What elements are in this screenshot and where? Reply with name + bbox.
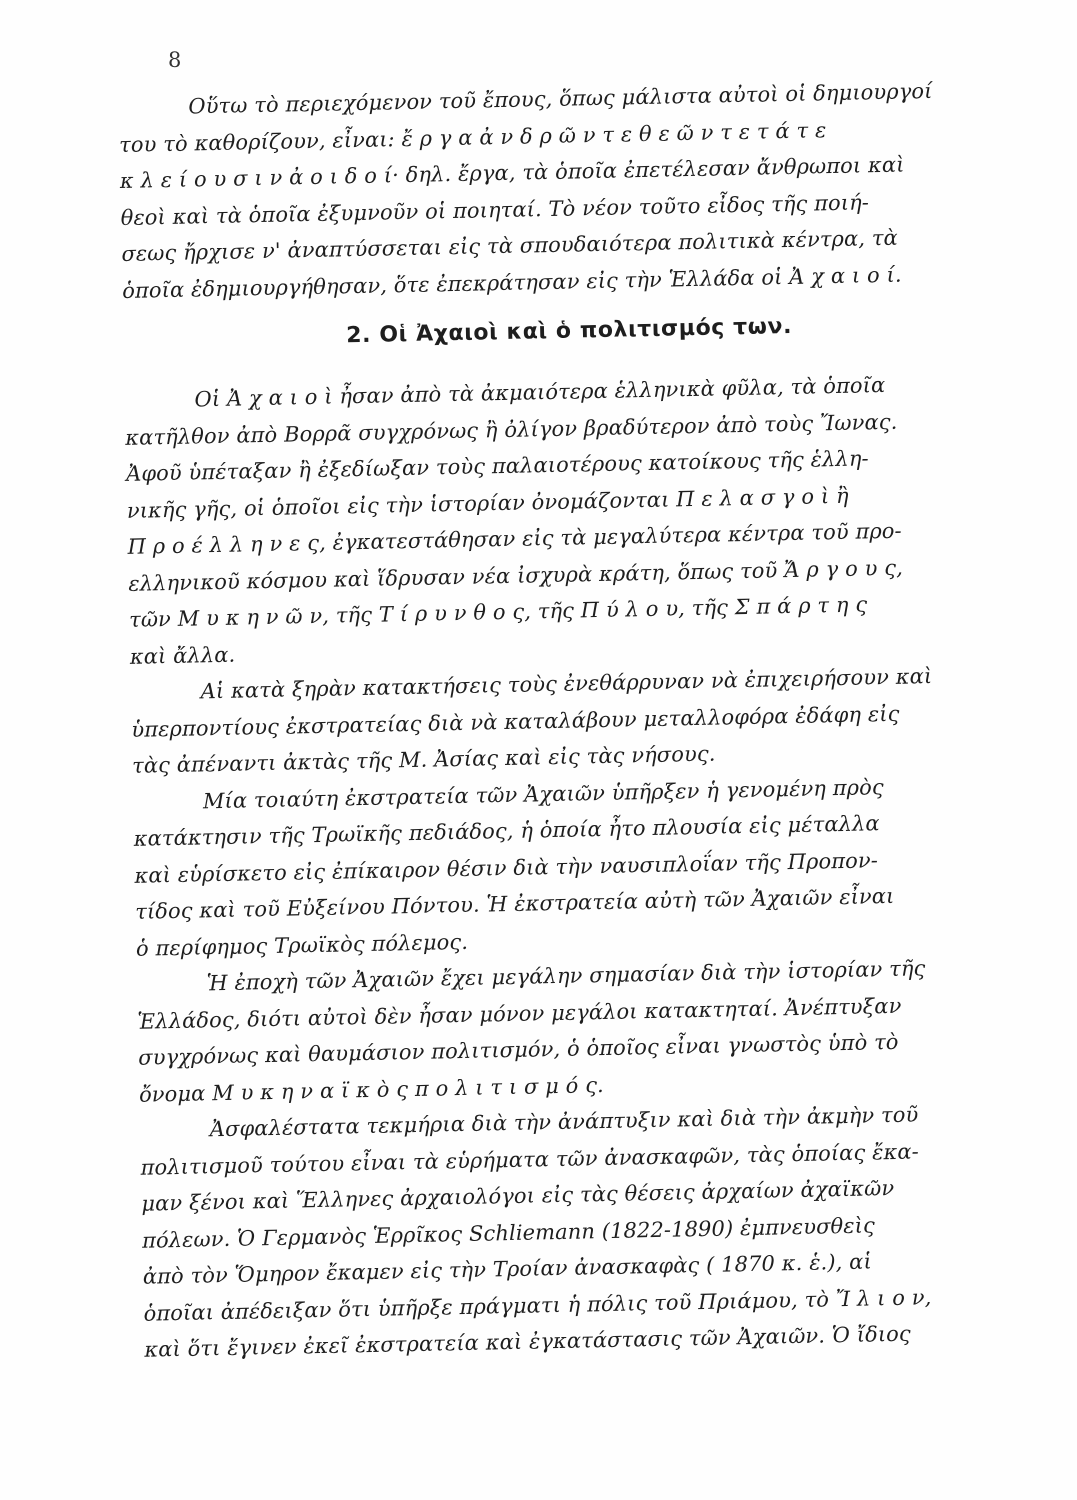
text-line: Μία τοιαύτη ἐκστρατεία τῶν Ἀχαιῶν ὑπῆρξεν ἡ γενομένη πρὸς	[202, 774, 884, 813]
text-line: καὶ εὑρίσκετο εἰς ἐπίκαιρον θέσιν διὰ τὴν ναυσιπλοΐαν τῆς Προπον-	[134, 847, 879, 888]
text-line: ὑπερποντίους ἐκστρατείας διὰ νὰ καταλάβουν μεταλλοφόρα ἐδάφη εἰς	[131, 701, 900, 742]
section-heading: 2. Οἱ Ἀχαιοὶ καὶ ὁ πολιτισμός των.	[345, 313, 793, 349]
text-line: του τὸ καθορίζουν, εἶναι: ἔ ρ γ α ἀ ν δ ρ ῶ ν τ ε θ ε ῶ ν τ ε τ ά τ ε	[118, 117, 827, 157]
text-line: ὁ περίφημος Τρωϊκὸς πόλεμος.	[135, 929, 469, 961]
text-line: ἀπὸ τὸν Ὅμηρον ἔκαμεν εἰς τὴν Τροίαν ἀνασκαφὰς ( 1870 κ. ἑ.), αἱ	[142, 1249, 873, 1289]
text-line: ὁποῖαι ἀπέδειξαν ὅτι ὑπῆρξε πράγματι ἡ πόλις τοῦ Πριάμου, τὸ Ἴ λ ι ο ν,	[143, 1284, 932, 1326]
text-line: Ἀσφαλέστατα τεκμήρια διὰ τὴν ἀνάπτυξιν καὶ διὰ τὴν ἀκμὴν τοῦ	[209, 1102, 919, 1142]
text-line: πόλεων. Ὁ Γερμανὸς Ἑρρῖκος Schliemann (1822-1890) ἐμπνευσθεὶς	[141, 1212, 876, 1253]
text-line: Οὕτω τὸ περιεχόμενον τοῦ ἔπους, ὅπως μάλιστα αὐτοὶ οἱ δημιουργοί	[188, 78, 933, 119]
text-line: Ἑλλάδος, διότι αὐτοὶ δὲν ἦσαν μόνον μεγάλοι κατακτηταί. Ἀνέπτυξαν	[137, 993, 902, 1034]
text-line: τὰς ἀπέναντι ἀκτὰς τῆς Μ. Ἀσίας καὶ εἰς τὰς νήσους.	[131, 741, 716, 778]
text-line: Ἀφοῦ ὑπέταξαν ἢ ἐξεδίωξαν τοὺς παλαιοτέρους κατοίκους τῆς ἑλλη-	[125, 446, 869, 486]
text-line: Π ρ ο έ λ λ η ν ε ς, ἐγκατεστάθησαν εἰς τὰ μεγαλύτερα κέντρα τοῦ προ-	[127, 518, 902, 559]
text-line: συγχρόνως καὶ θαυμάσιον πολιτισμόν, ὁ ὁποῖος εἶναι γνωστὸς ὑπὸ τὸ	[138, 1029, 899, 1070]
text-line: Αἱ κατὰ ξηρὰν κατακτήσεις τοὺς ἐνεθάρρυναν νὰ ἐπιχειρήσουν καὶ	[200, 664, 933, 704]
text-line: Οἱ Ἀ χ α ι ο ὶ ἦσαν ἀπὸ τὰ ἀκμαιότερα ἑλληνικὰ φῦλα, τὰ ὁποῖα	[194, 372, 886, 412]
text-line: Ἡ ἐποχὴ τῶν Ἀχαιῶν ἔχει μεγάλην σημασίαν διὰ τὴν ἱστορίαν τῆς	[206, 956, 926, 996]
text-line: θεοὶ καὶ τὰ ὁποῖα ἐξυμνοῦν οἱ ποιηταί. Τὸ νέον τοῦτο εἶδος τῆς ποιή-	[120, 189, 870, 230]
page-number: 8	[168, 48, 182, 72]
text-line: τίδος καὶ τοῦ Εὐξείνου Πόντου. Ἡ ἐκστρατεία αὐτὴ τῶν Ἀχαιῶν εἶναι	[134, 883, 895, 924]
text-line: καὶ ἄλλα.	[129, 642, 236, 669]
text-line: σεως ἤρχισε ν' ἀναπτύσσεται εἰς τὰ σπουδαιότερα πολιτικὰ κέντρα, τὰ	[121, 225, 899, 266]
text-line: κατάκτησιν τῆς Τρωϊκῆς πεδιάδος, ἡ ὁποία ἦτο πλουσία εἰς μέταλλα	[133, 811, 880, 851]
text-line: κατῆλθον ἀπὸ Βορρᾶ συγχρόνως ἢ ὀλίγον βραδύτερον ἀπὸ τοὺς Ἴωνας.	[125, 409, 898, 450]
text-line: μαν ξένοι καὶ Ἕλληνες ἀρχαιολόγοι εἰς τὰς θέσεις ἀρχαίων ἀχαϊκῶν	[141, 1175, 895, 1216]
text-line: νικῆς γῆς, οἱ ὁποῖοι εἰς τὴν ἱστορίαν ὀνομάζονται Π ε λ α σ γ ο ὶ ἢ	[126, 483, 849, 523]
text-line: πολιτισμοῦ τούτου εἶναι τὰ εὑρήματα τῶν ἀνασκαφῶν, τὰς ὁποίας ἔκα-	[140, 1138, 920, 1180]
text-line: κ λ ε ί ο υ σ ι ν ἀ ο ι δ ο ί· δηλ. ἔργα, τὰ ὁποῖα ἐπετέλεσαν ἄνθρωποι καὶ	[119, 152, 905, 193]
text-line: καὶ ὅτι ἔγινεν ἐκεῖ ἐκστρατεία καὶ ἐγκατάστασις τῶν Ἀχαιῶν. Ὁ ἴδιος	[144, 1321, 911, 1362]
body-text	[118, 71, 1037, 1368]
text-line: ὄνομα Μ υ κ η ν α ϊ κ ὸ ς π ο λ ι τ ι σ μ ό ς.	[138, 1072, 605, 1107]
text-line: ὁποῖα ἐδημιουργήθησαν, ὅτε ἐπεκράτησαν εἰς τὴν Ἑλλάδα οἱ Ἀ χ α ι ο ί.	[121, 262, 902, 303]
text-line: τῶν Μ υ κ η ν ῶ ν, τῆς Τ ί ρ υ ν θ ο ς, τῆς Π ύ λ ο υ, τῆς Σ π ά ρ τ η ς	[128, 592, 868, 632]
text-line: ελληνικοῦ κόσμου καὶ ἵδρυσαν νέα ἰσχυρὰ κράτη, ὅπως τοῦ Ἄ ρ γ ο υ ς,	[128, 555, 904, 596]
